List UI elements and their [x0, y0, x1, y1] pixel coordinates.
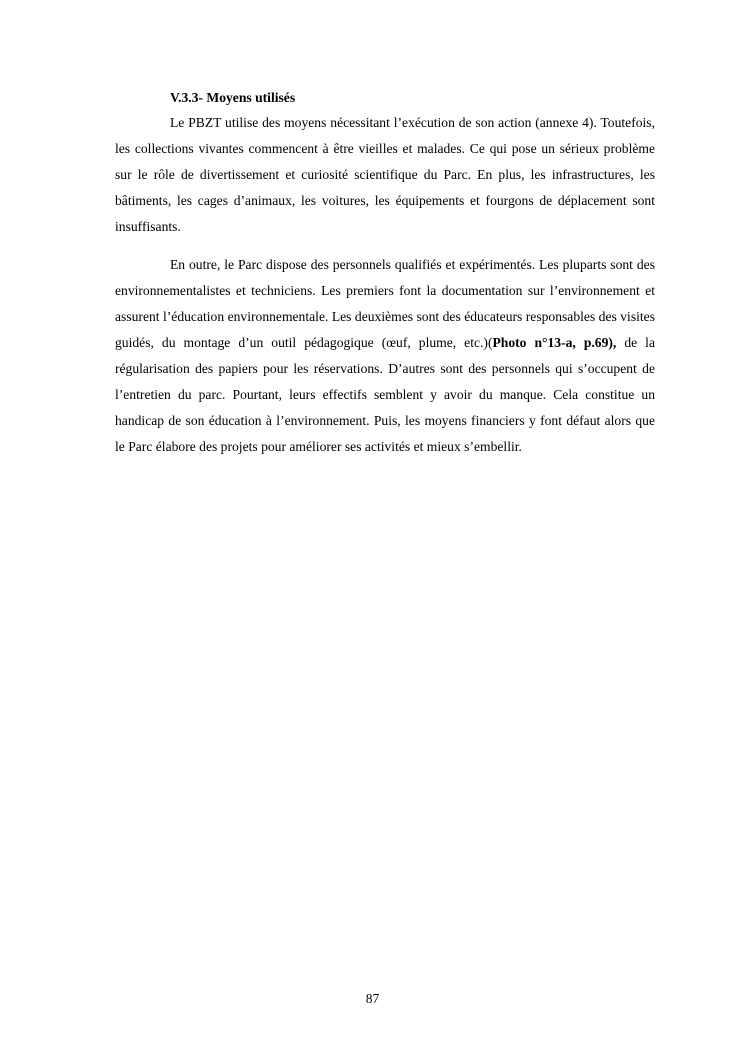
paragraph-personnel-text-start: En outre, le Parc dispose des personnels qualifiés et expérimentés. Les pluparts sont des environnementalistes et techniciens. Les premiers font la documentation sur l’environnement et assurent l’éducation environnementale. Les deuxièmes sont des éducateurs responsables des visites guidés, du montage d’un outil pédagogique (œuf, plume, etc.)(	[115, 257, 655, 350]
photo-reference: Photo n°13-a, p.69),	[492, 335, 617, 350]
paragraph-personnel	[115, 252, 655, 460]
paragraph-means: Le PBZT utilise des moyens nécessitant l’exécution de son action (annexe 4). Toutefois, les collections vivantes commencent à être vieilles et malades. Ce qui pose un sérieux problème sur le rôle de divertissement et curiosité scientifique du Parc. En plus, les infrastructures, les bâtiments, les cages d’animaux, les voitures, les équipements et fourgons de déplacement sont insuffisants.	[115, 115, 655, 234]
paragraph-personnel-text-end: de la régularisation des papiers pour les réservations. D’autres sont des personnels qui s’occupent de l’entretien du parc. Pourtant, leurs effectifs semblent y avoir du manque. Cela constitue un handicap de son éducation à l’environnement. Puis, les moyens financiers y font défaut alors que le Parc élabore des projets pour améliorer ses activités et mieux s’embellir.	[115, 335, 655, 454]
page-body	[115, 86, 655, 460]
section-heading: V.3.3- Moyens utilisés	[170, 90, 296, 105]
page-number: 87	[365, 991, 380, 1006]
